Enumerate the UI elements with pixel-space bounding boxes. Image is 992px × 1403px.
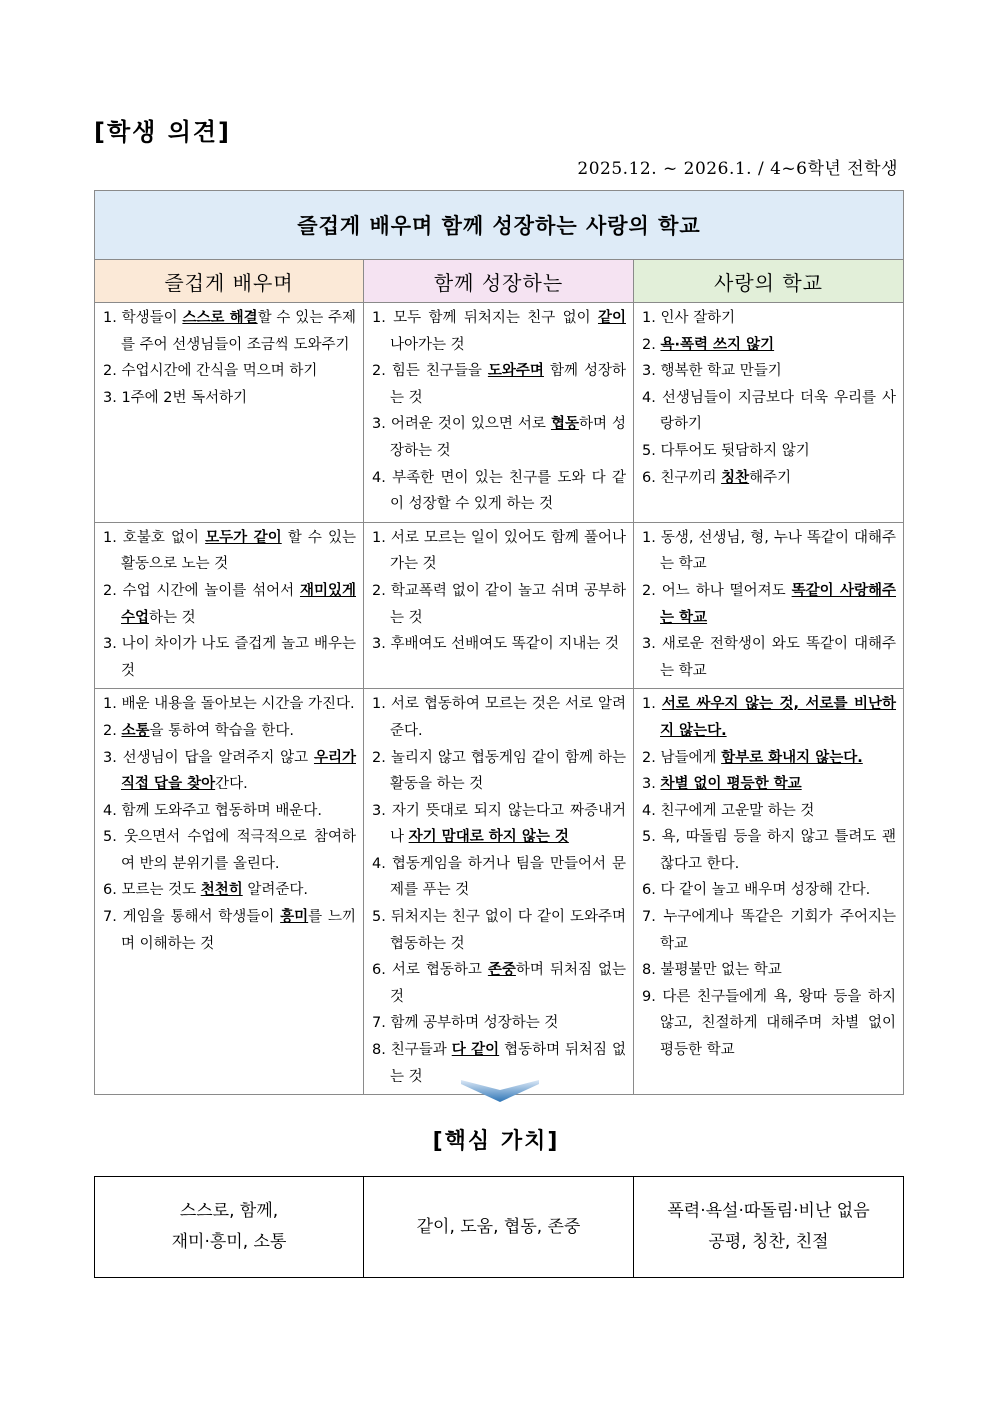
opinion-cell (95, 303, 364, 523)
list-item (372, 631, 626, 658)
item-text: 5. 다투어도 뒷담하지 않기 (642, 442, 810, 459)
list-item (642, 332, 896, 359)
item-text: 3. 어려운 것이 있으면 서로 (372, 416, 551, 433)
core-value-cell (364, 1177, 634, 1278)
list-item (103, 525, 356, 578)
opinion-cell (95, 689, 364, 1095)
item-text: 하는 것 (149, 609, 196, 626)
item-text: 4. 친구에게 고운말 하는 것 (642, 802, 815, 819)
list-item (103, 904, 356, 957)
list-item (103, 718, 356, 745)
core-value-line: 폭력·욕설·따돌림·비난 없음 (667, 1201, 870, 1221)
item-text: 함께 성장하는 것 (390, 363, 626, 406)
item-text: 3. 행복한 학교 만들기 (642, 363, 782, 380)
item-text: 7. 누구에게나 똑같은 기회가 주어지는 학교 (642, 909, 897, 952)
item-text: 를 느끼며 이해하는 것 (121, 909, 356, 952)
table-title: 즐겁게 배우며 함께 성장하는 사랑의 학교 (95, 191, 904, 260)
item-text: 2. 수업 시간에 놀이를 섞어서 (103, 582, 300, 599)
core-value-line: 재미·흥미, 소통 (171, 1232, 287, 1252)
list-item (103, 824, 356, 877)
opinion-cell (364, 689, 634, 1095)
item-text: 2. (642, 336, 661, 353)
list-item (642, 691, 896, 744)
list-item (372, 578, 626, 631)
opinion-list (642, 525, 896, 685)
item-text: 5. 웃으면서 수업에 적극적으로 참여하여 반의 분위기를 올린다. (103, 829, 356, 872)
item-text: 9. 다른 친구들에게 욕, 왕따 등을 하지 않고, 친절하게 대해주며 차별 없이 평등한 학교 (642, 988, 897, 1059)
item-text: 4. 선생님들이 지금보다 더욱 우리를 사랑하기 (642, 389, 897, 433)
list-item (372, 525, 626, 578)
core-values-table (94, 1176, 904, 1278)
table-row (95, 303, 904, 523)
item-text: 협동하며 뒤처짐 없는 것 (390, 1042, 626, 1085)
list-item (642, 358, 896, 385)
column-header-learning: 즐겁게 배우며 (95, 260, 364, 303)
emphasized-text: 모두가 같이 (205, 529, 282, 546)
list-item (103, 691, 356, 718)
item-text: 3. 1주에 2번 독서하기 (103, 389, 248, 406)
item-text: 2. 남들에게 (642, 749, 722, 766)
list-item (103, 578, 356, 631)
list-item (642, 385, 896, 438)
item-text: 2. 어느 하나 떨어져도 (642, 582, 792, 599)
core-value-cell (95, 1177, 364, 1278)
item-text: 1. 배운 내용을 돌아보는 시간을 가진다. (103, 696, 355, 713)
table-row (95, 522, 904, 689)
opinion-cell (634, 522, 904, 689)
opinion-list (103, 525, 356, 685)
item-text: 2. 학교폭력 없이 같이 놀고 쉬며 공부하는 것 (372, 582, 626, 626)
opinion-cell (634, 303, 904, 523)
list-item (103, 305, 356, 358)
core-value-cell (634, 1177, 904, 1278)
item-text: 6. 다 같이 놀고 배우며 성장해 간다. (642, 882, 871, 899)
list-item (372, 904, 626, 957)
item-text: 하며 뒤처짐 없는 것 (390, 962, 626, 1005)
list-item (372, 798, 626, 851)
list-item (642, 578, 896, 631)
item-text: 1. (642, 696, 662, 713)
item-text: 1. 호불호 없이 (103, 529, 206, 546)
item-text: 간다. (215, 776, 248, 793)
item-text: 3. 선생님이 답을 알려주지 않고 (103, 749, 314, 766)
list-item (642, 984, 896, 1064)
opinion-list (103, 691, 356, 957)
core-value-line: 공평, 칭찬, 친절 (708, 1232, 829, 1252)
item-text: 8. 불평불만 없는 학교 (642, 962, 782, 979)
list-item (372, 305, 626, 358)
list-item (642, 771, 896, 798)
opinion-list (372, 691, 626, 1090)
opinion-cell (364, 522, 634, 689)
opinion-list (642, 305, 896, 491)
emphasized-text: 차별 없이 평등한 학교 (660, 776, 802, 793)
item-text: 1. 인사 잘하기 (642, 310, 736, 326)
item-text: 3. 새로운 전학생이 와도 똑같이 대해주는 학교 (642, 636, 897, 679)
item-text: 할 수 있는 활동으로 노는 것 (121, 529, 356, 573)
list-item (372, 465, 626, 518)
opinion-table (94, 190, 904, 1095)
list-item (372, 1010, 626, 1037)
table-row (95, 689, 904, 1095)
item-text: 5. 욕, 따돌림 등을 하지 않고 틀려도 괜찮다고 한다. (642, 829, 897, 872)
chevron-down-icon (461, 1078, 539, 1104)
list-item (642, 745, 896, 772)
list-item (642, 957, 896, 984)
core-value-line: 스스로, 함께, (179, 1201, 279, 1221)
item-text: 6. 모르는 것도 (103, 882, 201, 899)
emphasized-text: 같이 (597, 310, 626, 326)
emphasized-text: 함부로 화내지 않는다. (721, 749, 863, 766)
list-item (372, 851, 626, 904)
item-text: 알려준다. (242, 882, 308, 899)
item-text: 1. 서로 협동하여 모르는 것은 서로 알려준다. (372, 696, 626, 739)
item-text: 7. 게임을 통해서 학생들이 (103, 909, 281, 926)
list-item (642, 438, 896, 465)
item-text: 1. 모두 함께 뒤처지는 친구 없이 (372, 310, 598, 326)
item-text: 7. 함께 공부하며 성장하는 것 (372, 1015, 559, 1032)
opinion-cell (95, 522, 364, 689)
core-values-title: [핵심 가치] (432, 1129, 560, 1154)
list-item (642, 824, 896, 877)
item-text: 5. 뒤처지는 친구 없이 다 같이 도와주며 협동하는 것 (372, 909, 626, 952)
emphasized-text: 칭찬 (721, 469, 750, 486)
opinion-cell (634, 689, 904, 1095)
item-text: 8. 친구들과 (372, 1042, 452, 1059)
list-item (103, 798, 356, 825)
list-item (642, 305, 896, 332)
opinion-list (103, 305, 356, 411)
item-text: 1. 서로 모르는 일이 있어도 함께 풀어나가는 것 (372, 529, 626, 573)
opinion-list (642, 691, 896, 1063)
item-text: 2. 수업시간에 간식을 먹으며 하기 (103, 363, 318, 380)
list-item (103, 385, 356, 412)
list-item (103, 631, 356, 684)
item-text: 3. 나이 차이가 나도 즐겁게 놀고 배우는 것 (103, 636, 356, 679)
item-text: 1. 학생들이 (103, 310, 183, 326)
item-text: 4. 부족한 면이 있는 친구를 도와 다 같이 성장할 수 있게 하는 것 (372, 469, 626, 513)
emphasized-text: 스스로 해결 (182, 310, 258, 326)
emphasized-text: 똑같이 사랑해주는 학교 (660, 582, 897, 626)
list-item (103, 745, 356, 798)
item-text: 4. 협동게임을 하거나 팀을 만들어서 문제를 푸는 것 (372, 855, 626, 899)
list-item (372, 957, 626, 1010)
emphasized-text: 다 같이 (451, 1042, 500, 1059)
list-item (642, 631, 896, 684)
emphasized-text: 욕·폭력 쓰지 않기 (660, 336, 775, 353)
item-text: 2. 힘든 친구들을 (372, 363, 488, 380)
survey-period: 2025.12. ~ 2026.1. / 4~6학년 전학생 (577, 159, 898, 179)
list-item (642, 465, 896, 492)
emphasized-text: 자기 맘대로 하지 않는 것 (408, 829, 569, 846)
item-text: 3. 후배여도 선배여도 똑같이 지내는 것 (372, 636, 619, 653)
emphasized-text: 도와주며 (487, 363, 544, 380)
opinion-cell (364, 303, 634, 523)
item-text: 3. 자기 뜻대로 되지 않는다고 짜증내거나 (372, 802, 626, 846)
item-text: 을 통하여 학습을 한다. (149, 722, 294, 739)
item-text: 할 수 있는 주제를 주어 선생님들이 조금씩 도와주기 (121, 310, 356, 353)
item-text: 나아가는 것 (390, 336, 465, 353)
item-text: 6. 친구끼리 (642, 469, 722, 486)
column-header-loving-school: 사랑의 학교 (634, 260, 904, 303)
list-item (372, 358, 626, 411)
opinion-list (372, 525, 626, 658)
column-header-growing: 함께 성장하는 (364, 260, 634, 303)
list-item (103, 877, 356, 904)
list-item (372, 411, 626, 464)
list-item (642, 904, 896, 957)
emphasized-text: 협동 (550, 416, 579, 433)
list-item (642, 798, 896, 825)
opinion-list (372, 305, 626, 518)
emphasized-text: 소통 (121, 722, 150, 739)
list-item (103, 358, 356, 385)
list-item (372, 745, 626, 798)
core-value-line: 같이, 도움, 협동, 존중 (416, 1216, 581, 1237)
emphasized-text: 서로 싸우지 않는 것, 서로를 비난하지 않는다. (660, 696, 897, 739)
item-text: 2. (103, 722, 122, 739)
emphasized-text: 재미있게 수업 (121, 582, 356, 626)
list-item (642, 525, 896, 578)
emphasized-text: 우리가 직접 답을 찾아 (121, 749, 356, 793)
list-item (642, 877, 896, 904)
page-title: [학생 의견] (94, 118, 232, 146)
list-item (372, 691, 626, 744)
item-text: 3. (642, 776, 661, 793)
item-text: 6. 서로 협동하고 (372, 962, 488, 979)
emphasized-text: 흥미 (280, 909, 309, 926)
emphasized-text: 존중 (487, 962, 516, 979)
item-text: 1. 동생, 선생님, 형, 누나 똑같이 대해주는 학교 (642, 529, 897, 573)
item-text: 4. 함께 도와주고 협동하며 배운다. (103, 802, 322, 819)
item-text: 2. 놀리지 않고 협동게임 같이 함께 하는 활동을 하는 것 (372, 749, 626, 793)
item-text: 해주기 (749, 469, 792, 486)
item-text: 하며 성장하는 것 (390, 416, 626, 459)
emphasized-text: 천천히 (200, 882, 243, 899)
